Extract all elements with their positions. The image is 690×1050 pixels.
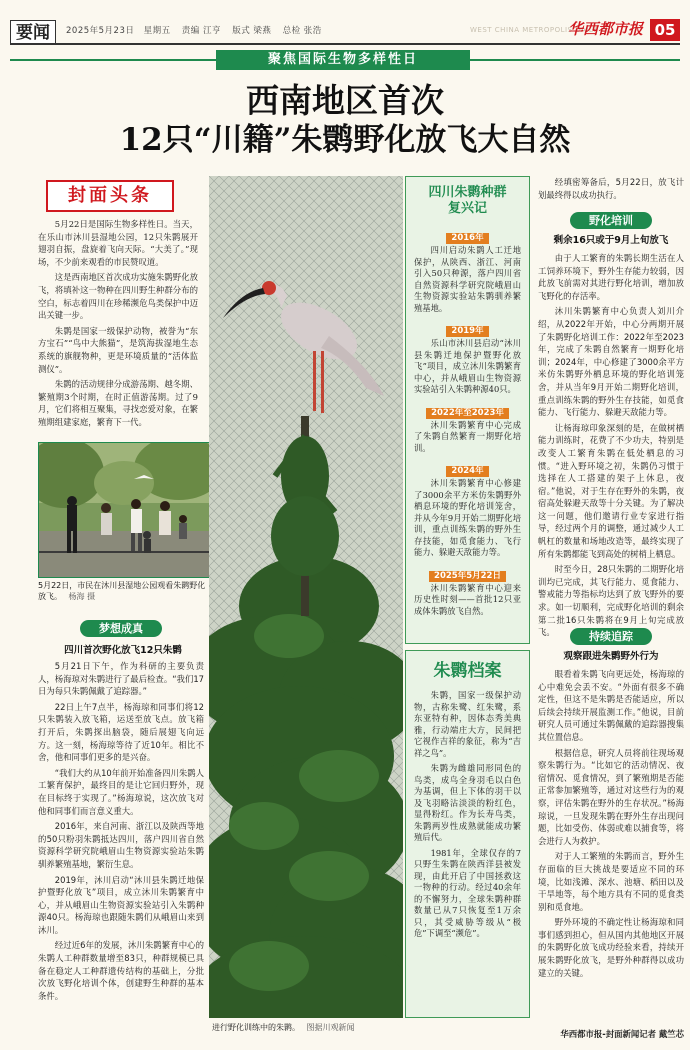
section3-text bbox=[538, 668, 684, 982]
paper-english-name: WEST CHINA METROPOLIS DAILY bbox=[470, 26, 598, 34]
lead-paragraph: 这是西南地区首次成功实施朱鹮野化放飞，将填补这一物种在四川野生种群分布的空白，标志着四川在珍稀濒危鸟类保护中迈出关键一步。 bbox=[38, 272, 198, 321]
issue-weekday: 星期五 bbox=[143, 26, 171, 36]
section-name: 要闻 bbox=[10, 20, 56, 45]
ibis-illustration bbox=[209, 176, 403, 1018]
header-info bbox=[66, 24, 322, 36]
section1-subtitle: 四川首次野化放飞12只朱鹮 bbox=[64, 645, 182, 656]
section2-text bbox=[538, 252, 684, 642]
photo2-caption: 进行野化训练中的朱鹮。 bbox=[212, 1023, 300, 1032]
section1-paragraph: 5月21日下午，作为科研的主要负责人，杨海琼对朱鹮进行了最后检查。“我们17日为每只朱鹮佩戴了追踪器。” bbox=[38, 661, 204, 697]
section3-paragraph: 眼看着朱鹮飞向更远处，杨海琼的心中难免会丢不安。“外面有很多不确定性，但这不是朱鹮是否能适应，所以后续会持续开展监测工作。”他说，目前研究人员可通过朱鹮佩戴的追踪器搜集其位置信息。 bbox=[538, 669, 684, 742]
right-intro-paragraph: 经填密筹备后，5月22日，放飞计划最终得以成功执行。 bbox=[538, 177, 684, 200]
section3-paragraph: 对于人工繁殖的朱鹮而言，野外生存面临的巨大挑战是要适应不同的环境，比如浅滩、深水、池塘、稻田以及干旱地等，每个地方具有不同的觅食类别和觅食地。 bbox=[538, 851, 684, 912]
section3-subtitle: 观察跟进朱鹮野外行为 bbox=[563, 651, 659, 662]
section3-tag: 持续追踪 bbox=[570, 628, 652, 645]
paper-logo: 华西都市报 bbox=[568, 20, 644, 38]
timeline-text: 沐川朱鹮繁育中心完成了朱鹮自然繁育一期野化培训。 bbox=[414, 419, 521, 453]
section2-paragraph: 由于人工繁育的朱鹮长期生活在人工饲养环境下，野外生存能力较弱，因此放飞前需对其进行野化培训，增加放飞野化的存活率。 bbox=[538, 253, 684, 301]
section3-paragraph: 根据信息，研究人员将前往现场观察朱鹮行为。“比如它的活动情况、夜宿情况、觅食情况，到了繁殖期是否能正常参加繁殖等，通过对这些行为的观察，评估朱鹮在野外的生存状况。”杨海琼说，一旦发现朱鹮在野外生存出现问题，比如受伤、体弱或难以捕食等，将会进行人为救护。 bbox=[538, 747, 684, 846]
archive-box bbox=[405, 650, 530, 1018]
section2-paragraph: 沐川朱鹮繁育中心负责人刘川介绍，从2022年开始，中心分两期开展了朱鹮野化培训工作：2022年至2023年，完成了朱鹮自然繁育一期野化培训；2024年，中心修建了3000余平方米仿朱鹮野外栖息环境的野化培训笼舍，并从当年9月开始二期野化培训，重点训练朱鹮的野外生存技能，如觅食能力、飞行能力、躲避天敌能力等。 bbox=[538, 306, 684, 418]
section2-tag: 野化培训 bbox=[570, 212, 652, 229]
byline: 华西都市报-封面新闻记者 戴竺芯 bbox=[560, 1029, 684, 1039]
section1-paragraph: “我们大约从10年前开始准备四川朱鹮人工繁育保护，最终目的是让它回归野外，现在目标终于实现了。”杨海琼说，这次放飞对他和同事们而言意义重大。 bbox=[38, 767, 204, 816]
photo1-caption-block bbox=[38, 580, 208, 602]
timeline-text: 四川启动朱鹮人工迁地保护，从陕西、浙江、河南引入50只种源，落户四川省自然资源科学研究院峨眉山生物资源实验站朱鹮驯养繁殖基地。 bbox=[414, 245, 521, 313]
archive-paragraph: 朱鹮为雌雄同形同色的鸟类，成鸟全身羽毛以白色为基调，但上下体的羽干以及飞羽略沾淡淡的粉红色，显得粉红。作为长寿鸟类，朱鹮两岁性成熟就能成功繁殖后代。 bbox=[414, 763, 521, 842]
timeline-text: 沐川朱鹮繁育中心迎来历史性时刻——首批12只亚成体朱鹮放飞自然。 bbox=[414, 582, 521, 616]
section2-paragraph: 时至今日，28只朱鹮的二期野化培训均已完成，其飞行能力、觅食能力、警戒能力等指标均达到了放飞野外的要求。如一切顺利，完成野化培训的剩余第二批16只朱鹮将在9月上旬完成放飞。 bbox=[538, 564, 684, 638]
timeline-year: 2016年 bbox=[446, 233, 488, 244]
section2-subtitle: 剩余16只或于9月上旬放飞 bbox=[553, 235, 669, 246]
timeline-year: 2022年至2023年 bbox=[426, 408, 509, 419]
editor-credit: 责编 江亨 bbox=[181, 26, 221, 36]
topic-banner: 聚焦国际生物多样性日 bbox=[216, 50, 470, 70]
page-header bbox=[0, 0, 690, 44]
section2-paragraph: 让杨海琼印象深刻的是，在做树栖能力训练时，花费了不少功夫，特别是改变人工繁育朱鹮在低处栖息的习惯。“进入野环境之初，朱鹮仍习惯于选择在人工搭建的架子上休息，夜宿。”他说，对于生存在野外的朱鹮，夜宿高处躲避天敌等十分关键。为了解决这一问题，他们邀请行业专家进行指导，经过两个月的调整，通过减少人工帆杠的数量和场地改造等，最终实现了所有朱鹮都能飞到高处的树梢上栖息。 bbox=[538, 422, 684, 559]
issue-date: 2025年5月23日 bbox=[66, 26, 135, 36]
photo2-credit: 图据川观新闻 bbox=[306, 1023, 355, 1032]
cover-story-tag: 封面头条 bbox=[46, 180, 174, 212]
lead-paragraph: 朱鹮的活动规律分成游荡期、越冬期、繁殖期3个时期，在时正值游荡期。过了9月，它们将相互聚集，寻找恋爱对象，在繁殖期组建家庭，繁育下一代。 bbox=[38, 379, 198, 427]
section1-paragraph: 2016年，来自河南、浙江以及陕西等地的50只粉羽朱鹮抵达四川，落户四川省自然资源科学研究院峨眉山生物资源实验站朱鹮驯养繁殖基地，繁衍生息。 bbox=[38, 821, 204, 869]
archive-paragraph: 1981年，全球仅存的7只野生朱鹮在陕西洋县被发现，由此开启了中国拯救这一物种的行动。经过40余年的不懈努力，全球朱鹮种群数量已从7只恢复至1万余只，其受威胁等级从“极危”下调至“濒危”。 bbox=[414, 847, 521, 938]
section1-paragraph: 22日上午7点半，杨海琼和同事们将12只朱鹮装入放飞箱，运送至放飞点。放飞箱打开后，朱鹮探出脑袋，随后展翅飞向远方。这一刻，杨海琼等待了近10年。相比不舍，他和同事们更多的是兴奋。 bbox=[38, 701, 204, 763]
spectators-photo bbox=[38, 442, 210, 578]
timeline-title: 四川朱鹮种群 复兴记 bbox=[428, 185, 507, 216]
timeline-year: 2019年 bbox=[446, 326, 488, 337]
timeline-box bbox=[405, 176, 530, 644]
archive-title: 朱鹮档案 bbox=[433, 661, 502, 681]
timeline-text: 乐山市沐川县启动“沐川县朱鹮迁地保护暨野化放飞”项目，成立沐川朱鹮繁育中心，并从峨眉山生物资源实验站引入朱鹮种源40只。 bbox=[414, 338, 521, 394]
archive-paragraph: 朱鹮，国家一级保护动物，古称朱鹭、红朱鹭，系东亚特有种，因体态秀美典雅，行动端庄大方，民间把它视作吉祥的象征，称为“吉祥之鸟”。 bbox=[414, 690, 521, 758]
photo1-caption: 5月22日，市民在沐川县湿地公园观看朱鹮野化放飞。 bbox=[38, 581, 206, 601]
timeline-text: 沐川朱鹮繁育中心修建了3000余平方米仿朱鹮野外栖息环境的野化培训笼舍，并从今年9月开始二期野化培训，重点训练朱鹮的野外生存技能，如觅食能力、飞行能力、躲避天敌能力等。 bbox=[414, 478, 521, 557]
spectators-illustration bbox=[39, 443, 209, 577]
layout-credit: 版式 梁燕 bbox=[232, 26, 272, 36]
lead-paragraph: 5月22日是国际生物多样性日。当天，在乐山市沐川县湿地公园，12只朱鹮展开翅羽自振，盘旋着飞向天际。“大美了。”现场，不少前来观看的市民赞叹道。 bbox=[38, 219, 198, 267]
photo1-credit: 杨海 摄 bbox=[68, 592, 96, 601]
right-intro bbox=[538, 176, 684, 204]
section1-paragraph: 经过近6年的发展，沐川朱鹮繁育中心的朱鹮人工种群数量增至83只，种群规模已具备在稳定人工种群遗传结构的基础上，分批次放飞野化培训个体，创建野生种群的基本条件。 bbox=[38, 940, 204, 1001]
lead-paragraph: 朱鹮是国家一级保护动物，被誉为“东方宝石”“鸟中大熊猫”，是筑海拔湿地生态系统的旗舰物种，更是环境质量的“活体监测仪”。 bbox=[38, 325, 198, 374]
section1-text bbox=[38, 660, 204, 1005]
banner-rule-right bbox=[470, 59, 680, 61]
proof-credit: 总检 张浩 bbox=[282, 26, 322, 36]
header-rule bbox=[10, 43, 680, 45]
headline-line2: 12只“川籍”朱鹮野化放飞大自然 bbox=[119, 122, 571, 158]
timeline-year: 2025年5月22日 bbox=[429, 571, 506, 582]
headline-line1: 西南地区首次 bbox=[246, 81, 444, 120]
section3-paragraph: 野外环境的不确定性让杨海琼和同事们感到担心，但从国内其他地区开展的朱鹮野化放飞成功经验来看，持续开展朱鹮野化放飞，是野外种群得以成功建立的关键。 bbox=[538, 917, 684, 978]
banner-rule-left bbox=[10, 59, 216, 61]
section1-paragraph: 2019年，沐川启动“沐川县朱鹮迁地保护暨野化放飞”项目，成立沐川朱鹮繁育中心，并从峨眉山生物资源实验站引入朱鹮种源40只。杨海琼也跟随朱鹮们从峨眉山来到沐川。 bbox=[38, 874, 204, 935]
lead-text bbox=[38, 218, 198, 432]
timeline-year: 2024年 bbox=[446, 466, 488, 477]
photo2-caption-block bbox=[212, 1022, 402, 1033]
page-number: 05 bbox=[650, 19, 680, 41]
ibis-tree-photo bbox=[209, 176, 403, 1018]
section1-tag: 梦想成真 bbox=[80, 620, 162, 637]
